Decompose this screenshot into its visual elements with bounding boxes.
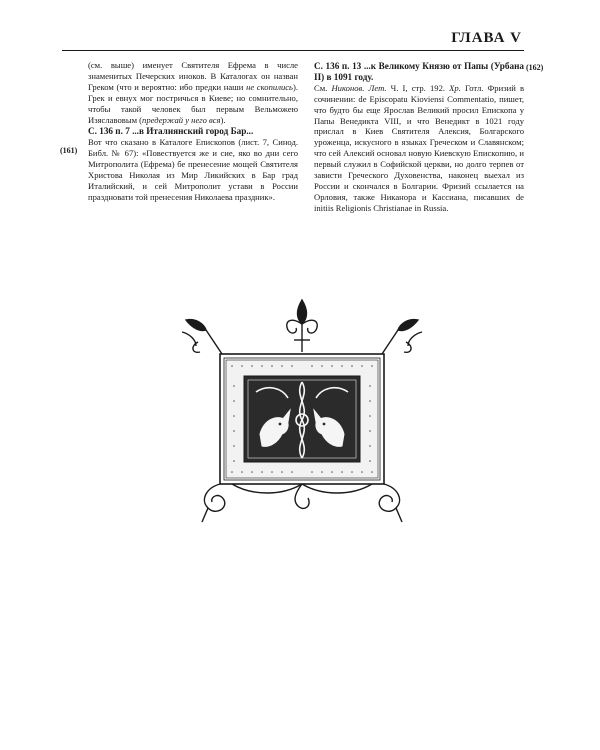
text-span: См.	[314, 82, 332, 93]
left-paragraph-1	[88, 60, 298, 125]
chapter-title: ГЛАВА V	[451, 30, 522, 46]
illuminated-ornament-icon	[172, 296, 432, 528]
note-heading-162: С. 136 п. 13 ...к Великому Князю от Папы (Урбана II) в 1091 году.	[314, 61, 524, 82]
italic-span: не скопились	[246, 81, 293, 92]
note-heading-161: С. 136 п. 7 ...в Италиянский город Бар...	[88, 126, 254, 137]
left-paragraph-2: Вот что сказано в Каталоге Епископов (лист. 7, Синод. Библ. № 67): «Повествуется же и сие, яко во дни сего Митрополита (Ефрема) бе пренесение мощей Святителя Христова Николая из Мир Ликийских в Бар град Италийский, и сей Митрополит устави в России праздновати той пренесения Николаева праздник».	[88, 137, 298, 202]
margin-note-number-left: (161)	[60, 146, 78, 155]
right-paragraph-1	[314, 83, 524, 214]
italic-span: предержай у него вся	[142, 114, 221, 125]
left-text-column	[88, 60, 298, 203]
text-span: (см. выше) именует Святителя Ефрема в числе знаменитых Печерских иноков. В Каталогах он назван Греком (что и вероятно: ибо предки наши	[88, 60, 298, 92]
right-text-column	[314, 60, 524, 214]
header-rule	[62, 50, 524, 51]
text-span: Ч. I, стр. 192.	[386, 82, 450, 93]
text-span: ).	[220, 114, 226, 125]
margin-note-number-right: (162)	[526, 63, 544, 72]
text-span: ). Грек и евнух мог постричься в Киеве; но сомнительно, чтобы такой человек был первым Вельможею Изяславовым (	[88, 81, 298, 125]
italic-span: Хр.	[449, 82, 461, 93]
italic-span: Никонов. Лет.	[331, 82, 387, 93]
text-span: Готл. Фризий в сочинении: de Episcopatu Kioviensi Commentatio, пишет, что будто бы еще Ярослав Великий просил Епископа у Папы Венедикта VIII, и что Венедикт в 1021 году прислал в Киев Святителя Алексия, Болгарского уроженца, искусного в языках Греческом и Славянском; что сей Алексий основал новую Киевскую Епископию, и первый служил в Софийской церкви, но долго терпев от зависти Греческого Духовенства, наконец выехал из России и скончался в Болгарии. Фризий ссылается на Орловия, также Никанора и Кассиана, писавших de initiis Religionis Christianae in Russia.	[314, 82, 525, 213]
